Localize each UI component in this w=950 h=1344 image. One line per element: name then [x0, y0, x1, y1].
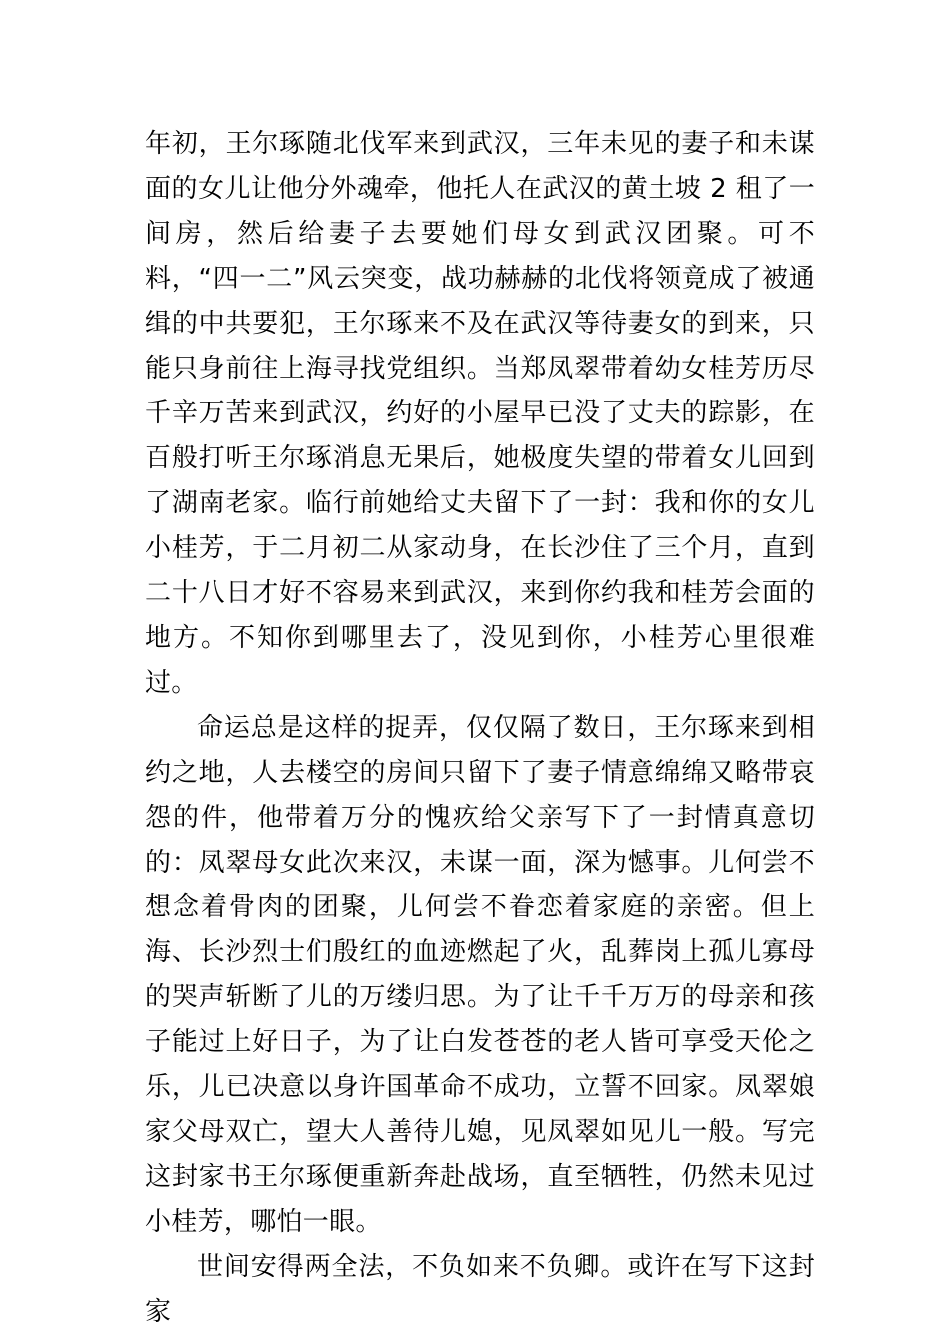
paragraph-1: 年初，王尔琢随北伐军来到武汉，三年未见的妻子和未谋面的女儿让他分外魂牵，他托人在武汉的黄土坡 2 租了一间房，然后给妻子去要她们母女到武汉团聚。可不料，“四一二”风云突变，战功赫赫的北伐将领竟成了被通缉的中共要犯，王尔琢来不及在武汉等待妻女的到来，只能只身前往上海寻找党组织。当郑凤翠带着幼女桂芳历尽千辛万苦来到武汉，约好的小屋早已没了丈夫的踪影，在百般打听王尔琢消息无果后，她极度失望的带着女儿回到了湖南老家。临行前她给丈夫留下了一封：我和你的女儿小桂芳，于二月初二从家动身，在长沙住了三个月，直到二十八日才好不容易来到武汉，来到你约我和桂芳会面的地方。不知你到哪里去了，没见到你，小桂芳心里很难过。 [145, 129, 815, 698]
paragraph-3: 世间安得两全法，不负如来不负卿。或许在写下这封家 [145, 1251, 815, 1327]
body-text [145, 122, 815, 1334]
paragraph-2: 命运总是这样的捉弄，仅仅隔了数日，王尔琢来到相约之地，人去楼空的房间只留下了妻子情意绵绵又略带哀怨的件，他带着万分的愧疚给父亲写下了一封情真意切的：凤翠母女此次来汉，未谋一面，深为憾事。儿何尝不想念着骨肉的团聚，儿何尝不眷恋着家庭的亲密。但上海、长沙烈士们殷红的血迹燃起了火，乱葬岗上孤儿寡母的哭声斩断了儿的万缕归思。为了让千千万万的母亲和孩子能过上好日子，为了让白发苍苍的老人皆可享受天伦之乐，儿已决意以身许国革命不成功，立誓不回家。凤翠娘家父母双亡，望大人善待儿媳，见凤翠如见儿一般。写完这封家书王尔琢便重新奔赴战场，直至牺牲，仍然未见过小桂芳，哪怕一眼。 [145, 712, 815, 1237]
